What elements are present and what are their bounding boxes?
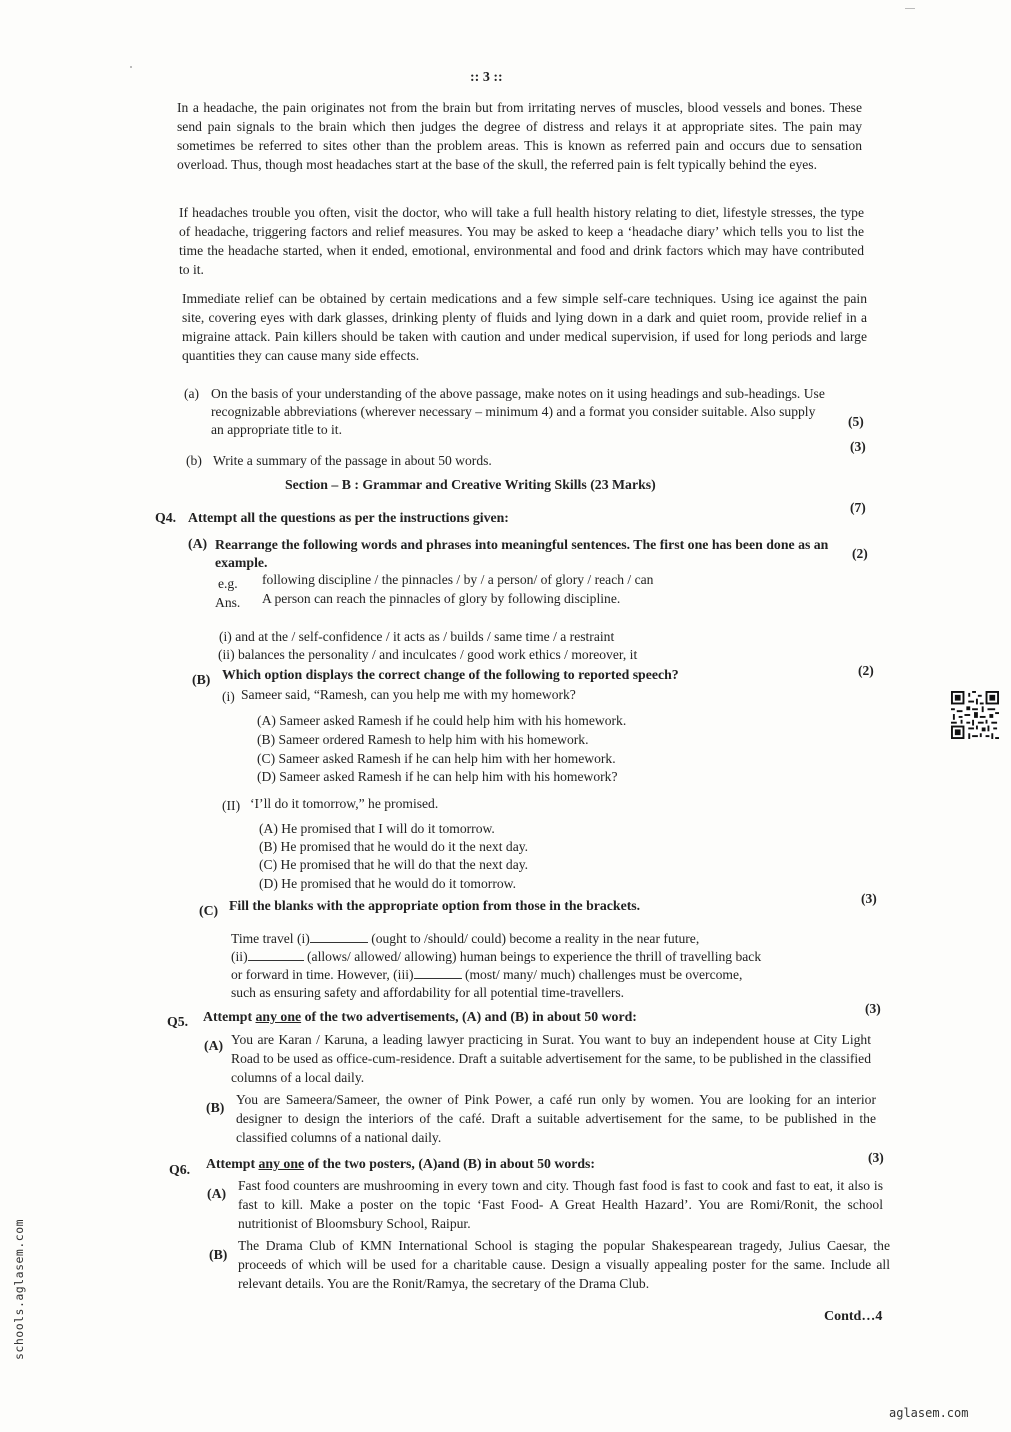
q4b-i-option-c: (C) Sameer asked Ramesh if he can help him with her homework. (257, 751, 616, 766)
q6a-label: (A) (207, 1186, 227, 1201)
q4b-ii-label: (II) (222, 798, 241, 813)
continued-note: Contd…4 (824, 1309, 883, 1324)
q4c-line-2-a: (ii) (231, 949, 248, 964)
q4c-line-2 (231, 948, 761, 966)
q6b-label: (B) (209, 1247, 228, 1262)
qr-code-icon[interactable] (951, 691, 999, 739)
q3a-text: On the basis of your understanding of the above passage, make notes on it using headings and sub-headings. Use recognizable abbreviations (wherever necessary – minimum 4) and a format you consider suitable. Also supply an appropriate title to it. (211, 386, 825, 437)
q3b-text: Write a summary of the passage in about 50 words. (213, 453, 492, 468)
blank-ii[interactable] (248, 948, 304, 961)
q4b-i-label: (i) (222, 689, 235, 704)
q6a-text: Fast food counters are mushrooming in every town and city. Though fast food is fast to cook and fast to eat, it also is fast to kill. Make a poster on the topic ‘Fast Food- A Great Health Hazard’. You are Romi/Ronit, the school nutritionist of Bloomsbury School, Raipur. (238, 1178, 883, 1231)
q4a-item-2: (ii) balances the personality / and inculcates / good work ethics / moreover, it (218, 647, 638, 662)
blank-iii[interactable] (414, 966, 462, 979)
q4b-ii-option-c: (C) He promised that he will do that the next day. (259, 857, 529, 872)
q5-marks: (3) (865, 1001, 881, 1016)
q4c-line-1-b: (ought to /should/ could) become a reality in the near future, (371, 931, 700, 946)
q4b-ii-option-b: (B) He promised that he would do it the next day. (259, 839, 529, 854)
passage-paragraph-2: If headaches trouble you often, visit the doctor, who will take a full health history relating to diet, lifestyle stresses, the type of headache, triggering factors and relief measures. You may be asked to keep a ‘headache diary’ which tells you to list the time the headache started, when it ended, emotional, environmental and food and drink factors which may have contributed to it. (179, 205, 864, 277)
q4c-label: (C) (199, 903, 219, 918)
q3b-label: (b) (186, 453, 202, 468)
q4c-text: Fill the blanks with the appropriate option from those in the brackets. (229, 898, 641, 913)
passage-paragraph-3: Immediate relief can be obtained by certain medications and a few simple self-care techniques. Using ice against the pain site, covering eyes with dark glasses, drinking plenty of fluids and lying down in a dark and quiet room, provide relief in a migraine attack. Pain killers should be taken with caution and under medical supervision, if used for long periods and large quantities they can cause many side effects. (182, 291, 867, 363)
side-watermark: schools.aglasem.com (12, 1218, 26, 1360)
q4b-i-option-d: (D) Sameer asked Ramesh if he can help him with his homework? (257, 769, 618, 784)
q5-text-pre: Attempt (203, 1009, 253, 1024)
q6-text-underlined: any one (258, 1156, 305, 1171)
q4c-line-3-a: or forward in time. However, (iii) (231, 967, 414, 982)
q5b-text: You are Sameera/Sameer, the owner of Pink Power, a café run only by women. You are looking for an interior designer to design the interiors of the café. Draft a suitable advertisement for the same, to be published in the classified columns of a national daily. (236, 1092, 876, 1145)
q4a-marks: (2) (852, 546, 868, 561)
q5a-text: You are Karan / Karuna, a leading lawyer practicing in Surat. You want to buy an independent house at City Light Road to be used as office-cum-residence. Draft a suitable advertisement for the same, to be published in the classified columns of a local daily. (231, 1032, 871, 1085)
q5-text-underlined: any one (255, 1009, 302, 1024)
q4a-eg-label: e.g. (218, 576, 238, 591)
section-b-heading: Section – B : Grammar and Creative Writing Skills (23 Marks) (285, 477, 656, 492)
blank-i[interactable] (310, 930, 368, 943)
q4b-marks: (2) (858, 663, 874, 678)
q4b-text: Which option displays the correct change of the following to reported speech? (222, 667, 679, 682)
q6-marks: (3) (868, 1150, 884, 1165)
q4b-i-text: Sameer said, “Ramesh, can you help me with my homework? (241, 687, 576, 702)
q4a-ans-text: A person can reach the pinnacles of glory by following discipline. (262, 591, 621, 606)
q3a-label: (a) (184, 386, 200, 401)
q6-text (206, 1156, 595, 1172)
q6-text-post: of the two posters, (A)and (B) in about 50 words: (307, 1156, 596, 1171)
q4-marks: (7) (850, 500, 866, 515)
q4a-item-1: (i) and at the / self-confidence / it acts as / builds / same time / a restraint (219, 629, 615, 644)
q5-text-post: of the two advertisements, (A) and (B) in about 50 word: (304, 1009, 637, 1024)
passage-paragraph-1: In a headache, the pain originates not from the brain but from irritating nerves of muscles, blood vessels and bones. These send pain signals to the brain which then judges the degree of distress and relays it at appropriate sites. The pain may sometimes be referred to sites other than the problem areas. This is known as referred pain and occurs due to sensation overload. Thus, though most headaches start at the base of the skull, the referred pain is felt typically behind the eyes. (177, 100, 862, 172)
q4b-i-option-b: (B) Sameer ordered Ramesh to help him with his homework. (257, 732, 589, 747)
q4c-line-3 (231, 966, 742, 984)
q4b-ii-option-a: (A) He promised that I will do it tomorrow. (259, 821, 495, 836)
q6-label: Q6. (169, 1162, 191, 1177)
q3a-marks: (5) (848, 414, 864, 429)
q4b-ii-option-d: (D) He promised that he would do it tomorrow. (259, 876, 516, 891)
q6b-text: The Drama Club of KMN International School is staging the popular Shakespearean tragedy, Julius Caesar, the proceeds of which will be used for a charitable cause. Design a visually appealing poster for the same. Include all relevant details. You are the Ronit/Ramya, the secretary of the Drama Club. (238, 1238, 890, 1291)
q4b-ii-text: ‘I’ll do it tomorrow,” he promised. (250, 796, 439, 811)
q4a-text: Rearrange the following words and phrases into meaningful sentences. The first one has been done as an example. (215, 537, 829, 570)
footer-watermark: aglasem.com (889, 1406, 969, 1420)
q4c-line-3-b: (most/ many/ much) challenges must be overcome, (464, 967, 743, 982)
q4-text: Attempt all the questions as per the instructions given: (188, 510, 509, 525)
q5-text (203, 1009, 637, 1025)
q4-label: Q4. (155, 510, 177, 525)
q4c-line-1-a: Time travel (i) (231, 931, 310, 946)
q3b-marks: (3) (850, 439, 866, 454)
q4a-ans-label: Ans. (215, 595, 241, 610)
q4b-i-option-a: (A) Sameer asked Ramesh if he could help him with his homework. (257, 713, 627, 728)
q4a-label: (A) (188, 536, 208, 551)
q6-text-pre: Attempt (206, 1156, 256, 1171)
q5b-label: (B) (206, 1100, 225, 1115)
page-number: :: 3 :: (470, 70, 503, 85)
q5-label: Q5. (167, 1014, 189, 1029)
scan-speck (905, 8, 915, 9)
q4a-eg-text: following discipline / the pinnacles / by / a person/ of glory / reach / can (262, 572, 654, 587)
q4c-line-1 (231, 930, 699, 948)
q4b-label: (B) (192, 672, 211, 687)
q4c-line-4: such as ensuring safety and affordability for all potential time-travellers. (231, 985, 625, 1000)
scan-speck (130, 66, 132, 68)
q4c-line-2-b: (allows/ allowed/ allowing) human beings to experience the thrill of travelling back (307, 949, 762, 964)
q5a-label: (A) (204, 1038, 224, 1053)
q4c-marks: (3) (861, 891, 877, 906)
